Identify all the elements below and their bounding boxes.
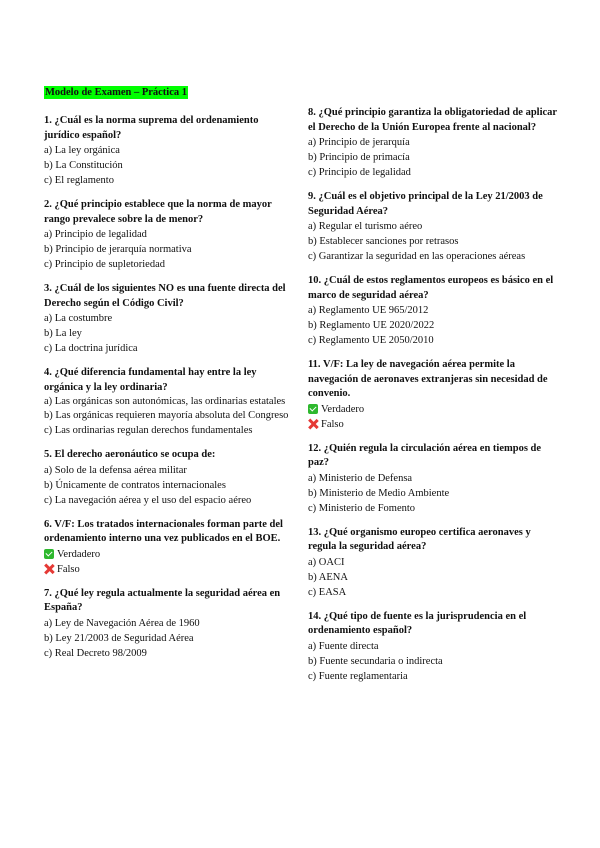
option-a: a) Las orgánicas son autonómicas, las ordinarias estatales: [44, 396, 286, 407]
option-b: b) Las orgánicas requieren mayoría absoluta del Congreso: [44, 410, 289, 421]
question-text: 3. ¿Cuál de los siguientes NO es una fuente directa del Derecho según el Código Civil?: [44, 283, 286, 309]
option-c: c) La navegación aérea y el uso del espacio aéreo: [44, 494, 252, 506]
question-text: 1. ¿Cuál es la norma suprema del ordenamiento jurídico español?: [44, 115, 259, 141]
option-b: b) Establecer sanciones por retrasos: [308, 236, 459, 247]
true-label: Verdadero: [57, 548, 101, 560]
option-c: c) La doctrina jurídica: [44, 343, 138, 354]
option-a: a) Solo de la defensa aérea militar: [44, 464, 187, 476]
question-text: 8. ¿Qué principio garantiza la obligatoriedad de aplicar el Derecho de la Unión Europea frente al nacional?: [308, 107, 557, 133]
option-b: b) AENA: [308, 571, 348, 583]
option-a: a) Ley de Navegación Aérea de 1960: [44, 617, 200, 629]
option-b: b) Principio de primacía: [308, 152, 410, 163]
question-text: 11. V/F: La ley de navegación aérea permite la navegación de aeronaves extranjeras sin necesidad de convenio.: [308, 359, 548, 399]
option-a: a) Regular el turismo aéreo: [308, 221, 423, 232]
option-c: c) Principio de supletoriedad: [44, 259, 166, 270]
option-a: a) Fuente directa: [308, 640, 379, 652]
option-c: c) Real Decreto 98/2009: [44, 647, 147, 659]
right-column: [308, 106, 558, 694]
option-b: b) Reglamento UE 2020/2022: [308, 320, 435, 331]
question-text: 5. El derecho aeronáutico se ocupa de:: [44, 449, 216, 460]
false-option: [308, 417, 558, 432]
left-column: [44, 114, 294, 671]
true-option: [44, 547, 294, 562]
option-c: c) Principio de legalidad: [308, 167, 411, 178]
exam-title: Modelo de Examen – Práctica 1: [45, 87, 188, 98]
question-10: [308, 274, 558, 348]
question-12: [308, 442, 558, 516]
option-b: b) La Constitución: [44, 160, 123, 171]
option-b: b) Fuente secundaria o indirecta: [308, 655, 443, 667]
question-3: [44, 282, 294, 356]
option-c: c) El reglamento: [44, 175, 114, 186]
question-text: 10. ¿Cuál de estos reglamentos europeos es básico en el marco de seguridad aérea?: [308, 275, 554, 301]
option-c: c) Garantizar la seguridad en las operaciones aéreas: [308, 251, 526, 262]
question-text: 4. ¿Qué diferencia fundamental hay entre la ley orgánica y la ley ordinaria?: [44, 367, 257, 393]
option-b: b) Ley 21/2003 de Seguridad Aérea: [44, 632, 194, 644]
check-mark-icon: [308, 404, 318, 414]
question-text: 14. ¿Qué tipo de fuente es la jurisprudencia en el ordenamiento español?: [308, 610, 527, 636]
true-label: Verdadero: [321, 403, 365, 415]
cross-mark-icon: [44, 564, 54, 574]
question-text: 6. V/F: Los tratados internacionales forman parte del ordenamiento interno una vez publicados en el BOE.: [44, 518, 283, 544]
question-text: 9. ¿Cuál es el objetivo principal de la Ley 21/2003 de Seguridad Aérea?: [308, 191, 543, 217]
question-6: [44, 518, 294, 577]
cross-mark-icon: [308, 419, 318, 429]
false-option: [44, 562, 294, 577]
option-c: c) Ministerio de Fomento: [308, 502, 416, 514]
false-label: Falso: [321, 418, 344, 430]
question-text: 13. ¿Qué organismo europeo certifica aeronaves y regula la seguridad aérea?: [308, 526, 531, 552]
option-c: c) Las ordinarias regulan derechos fundamentales: [44, 425, 253, 436]
question-text: 2. ¿Qué principio establece que la norma de mayor rango prevalece sobre la de menor?: [44, 199, 272, 225]
question-11: [308, 358, 558, 432]
option-a: a) Reglamento UE 965/2012: [308, 305, 429, 316]
option-a: a) Principio de legalidad: [44, 229, 147, 240]
question-14: [308, 610, 558, 684]
question-4: [44, 366, 294, 438]
option-a: a) La ley orgánica: [44, 145, 120, 156]
question-8: [308, 106, 558, 180]
question-2: [44, 198, 294, 272]
question-text: 12. ¿Quién regula la circulación aérea en tiempos de paz?: [308, 442, 542, 468]
option-a: a) Ministerio de Defensa: [308, 472, 413, 484]
option-c: c) Fuente reglamentaria: [308, 670, 408, 682]
question-9: [308, 190, 558, 264]
check-mark-icon: [44, 549, 54, 559]
option-a: a) La costumbre: [44, 313, 113, 324]
option-a: a) OACI: [308, 556, 345, 568]
true-option: [308, 402, 558, 417]
option-b: b) Ministerio de Medio Ambiente: [308, 487, 450, 499]
false-label: Falso: [57, 563, 80, 575]
question-1: [44, 114, 294, 188]
option-c: c) EASA: [308, 586, 347, 598]
option-b: b) Únicamente de contratos internacionales: [44, 479, 226, 491]
question-5: [44, 448, 294, 508]
option-c: c) Reglamento UE 2050/2010: [308, 335, 434, 346]
option-a: a) Principio de jerarquía: [308, 137, 410, 148]
question-7: [44, 587, 294, 661]
option-b: b) Principio de jerarquía normativa: [44, 244, 192, 255]
question-text: 7. ¿Qué ley regula actualmente la seguridad aérea en España?: [44, 587, 281, 613]
option-b: b) La ley: [44, 328, 82, 339]
question-13: [308, 526, 558, 600]
